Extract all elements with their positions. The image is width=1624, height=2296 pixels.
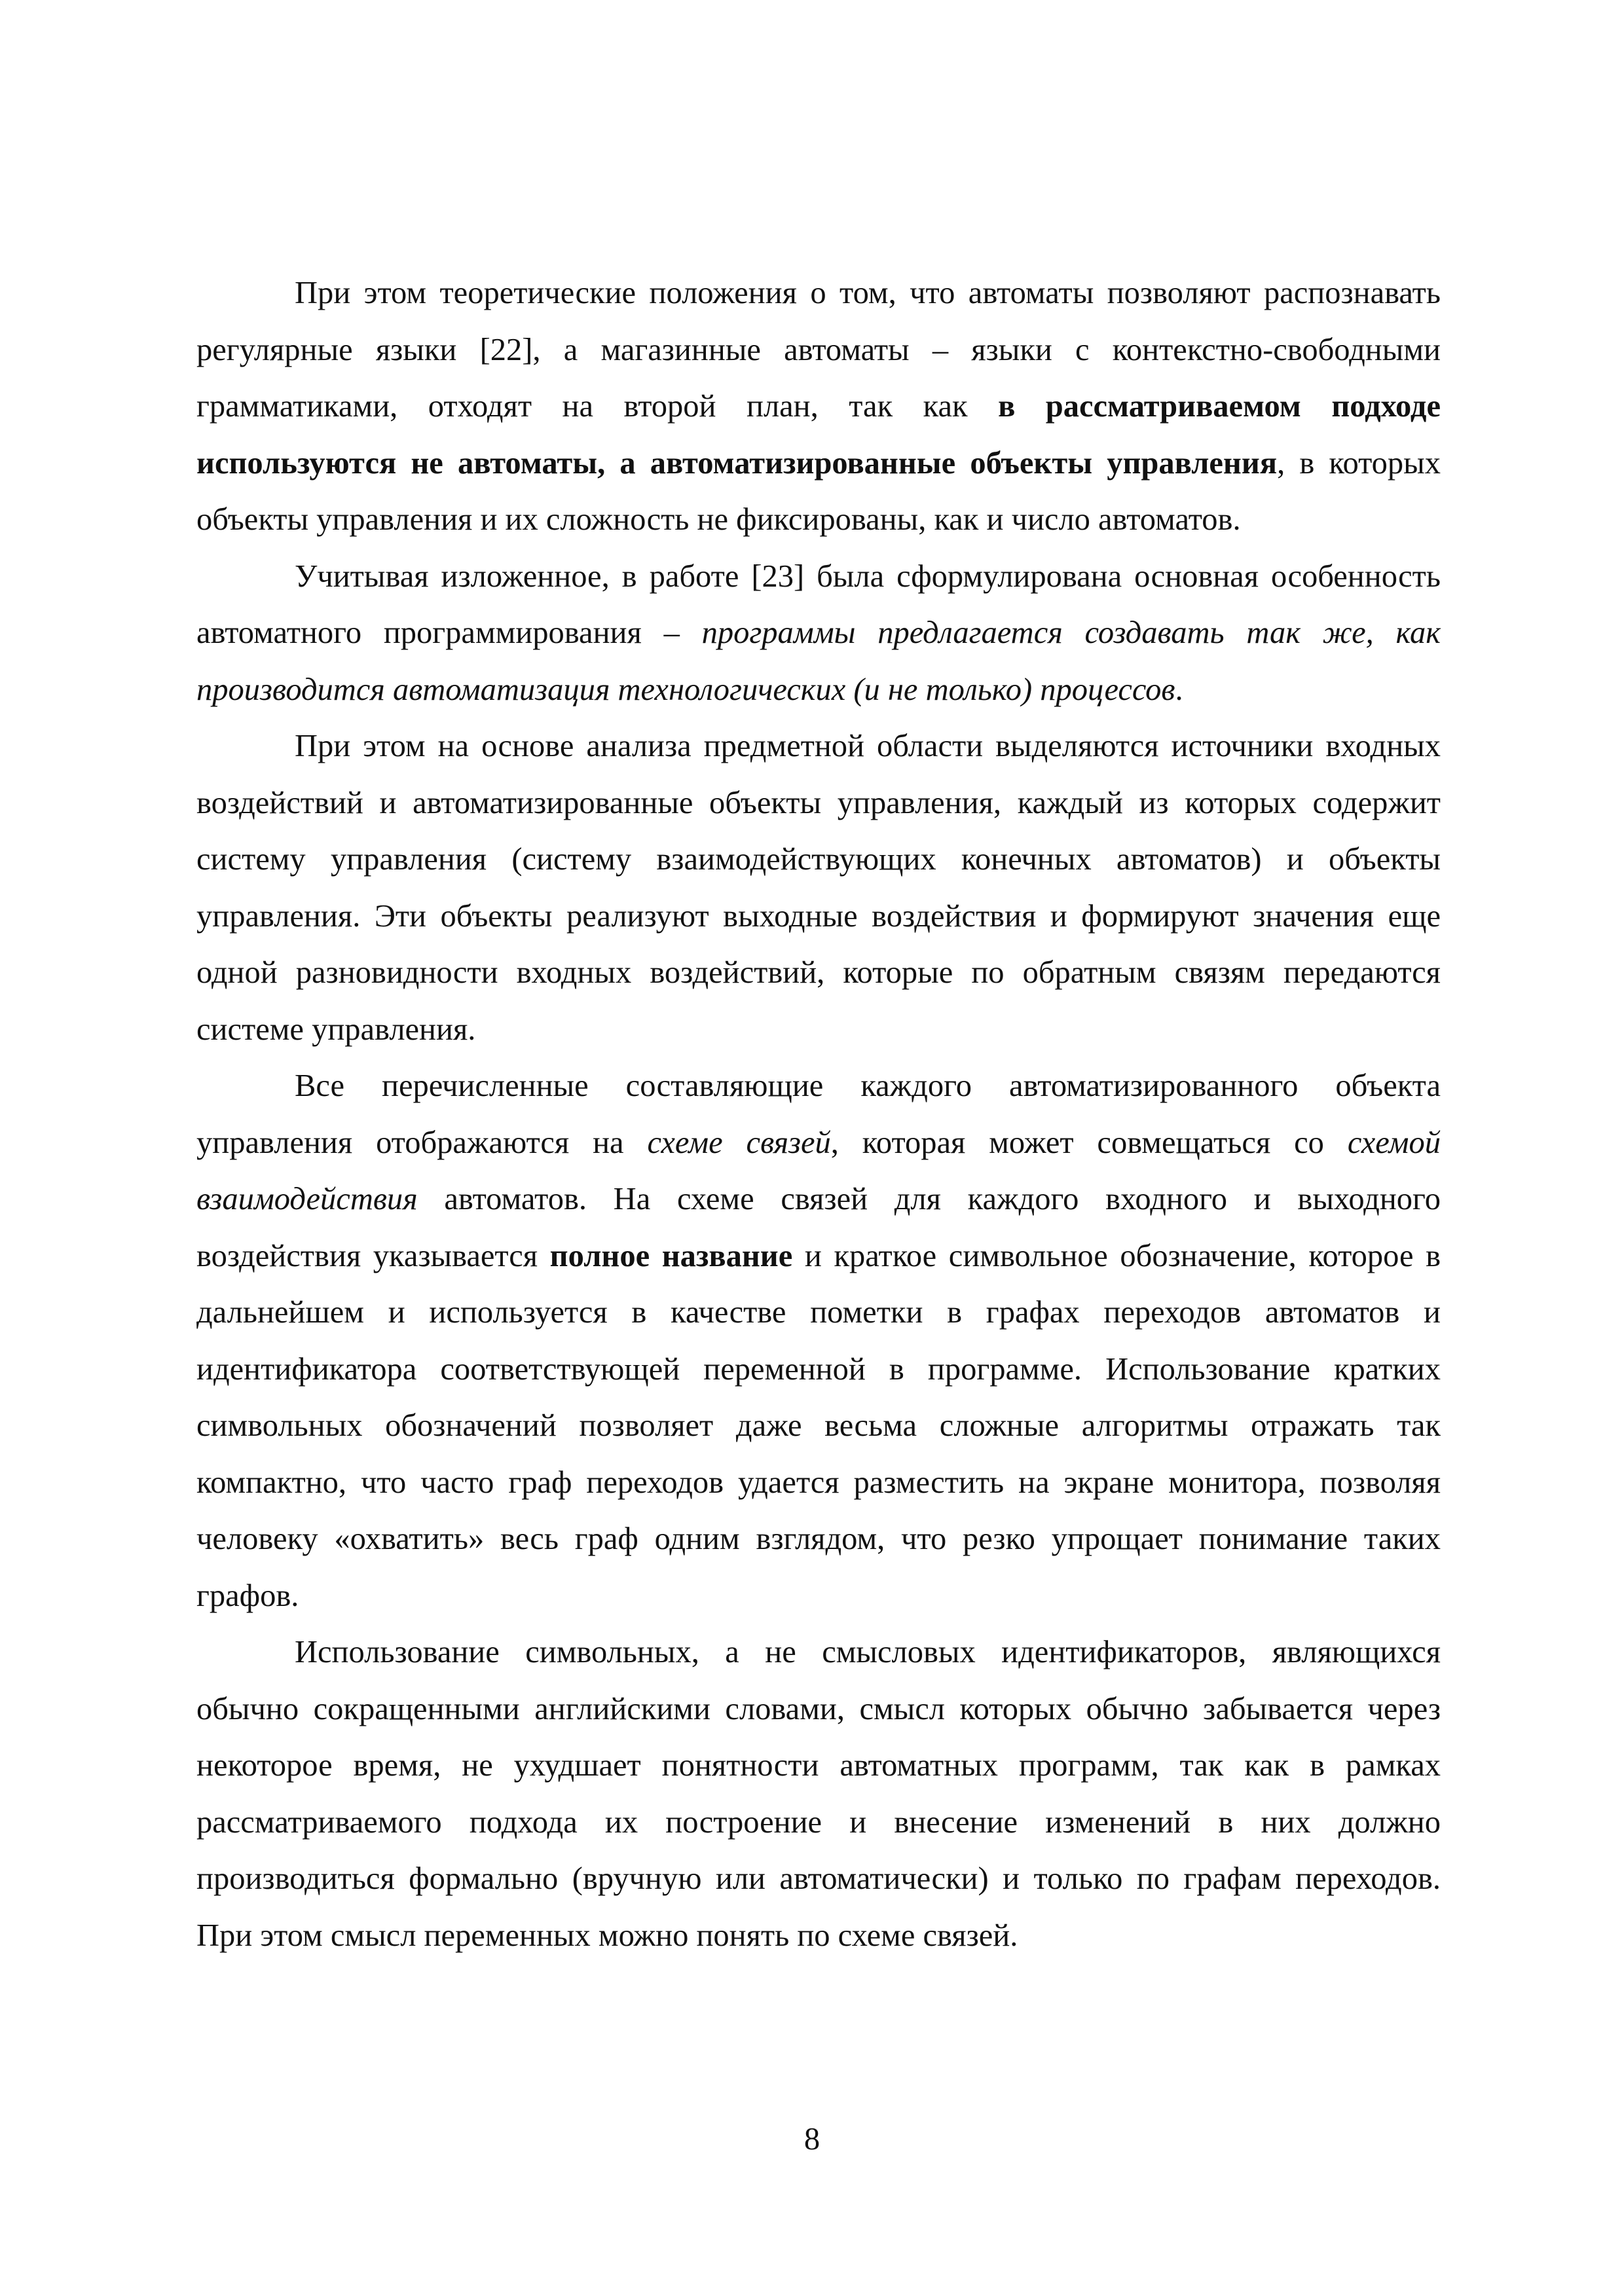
p4-text-b: , которая может совмещаться со [830,1125,1348,1160]
p4-italic-scheme-interaction: схемой взаимодействия [196,1125,1441,1216]
p4-text-a: Все перечисленные составляющие каждого автоматизированного объекта управления отображаются на [196,1068,1441,1160]
p2-italic-definition: программы предлагается создавать так же, как производится автоматизация технологических (и не только) процессов [196,615,1441,707]
paragraph-domain-analysis [196,718,1441,1058]
p4-text-d: и краткое символьное обозначение, которое в дальнейшем и используется в качестве пометки в графах переходов автоматов и идентификатора соответствующей переменной в программе. Использование кратких символьных обозначений позволяет даже весьма сложные алгоритмы отражать так компактно, что часто граф переходов удается разместить на экране монитора, позволяя человеку «охватить» весь граф одним взглядом, что резко упрощает понимание таких графов. [196,1238,1441,1613]
p1-bold-emphasis: в рассматриваемом подходе используются не автоматы, а автоматизированные объекты управления [196,389,1441,481]
p1-text-a: При этом теоретические положения о том, что автоматы позволяют распознавать регулярные языки [22], а магазинные автоматы – языки с контекстно-свободными грамматиками, отходят на второй план, так как [196,276,1441,424]
page-number: 8 [803,2122,821,2157]
paragraph-automata-theory [196,265,1441,549]
paragraph-connection-scheme [196,1058,1441,1624]
p5-text: Использование символьных, а не смысловых идентификаторов, являющихся обычно сокращенными английскими словами, смысл которых обычно забывается через некоторое время, не ухудшает понятности автоматных программ, так как в рамках рассматриваемого подхода их построение и внесение изменений в них должно производиться формально (вручную или автоматически) и только по графам переходов. При этом смысл переменных можно понять по схеме связей. [196,1635,1441,1953]
paragraph-main-feature [196,549,1441,719]
p4-text-c: автоматов. На схеме связей для каждого входного и выходного воздействия указывается [196,1182,1441,1273]
p1-text-b: , в которых объекты управления и их сложность не фиксированы, как и число автоматов. [196,445,1441,537]
paragraph-symbolic-identifiers [196,1624,1441,1964]
p4-italic-scheme-links: схеме связей [647,1125,831,1160]
p3-text: При этом на основе анализа предметной области выделяются источники входных воздействий и автоматизированные объекты управления, каждый из которых содержит систему управления (систему взаимодействующих конечных автоматов) и объекты управления. Эти объекты реализуют выходные воздействия и формируют значения еще одной разновидности входных воздействий, которые по обратным связям передаются системе управления. [196,729,1441,1047]
page-body [196,265,1441,1964]
p2-text-b: . [1175,672,1183,707]
p2-text-a: Учитывая изложенное, в работе [23] была сформулирована основная особенность автоматного программирования – [196,558,1441,650]
p4-bold-full-name: полное название [549,1238,793,1273]
